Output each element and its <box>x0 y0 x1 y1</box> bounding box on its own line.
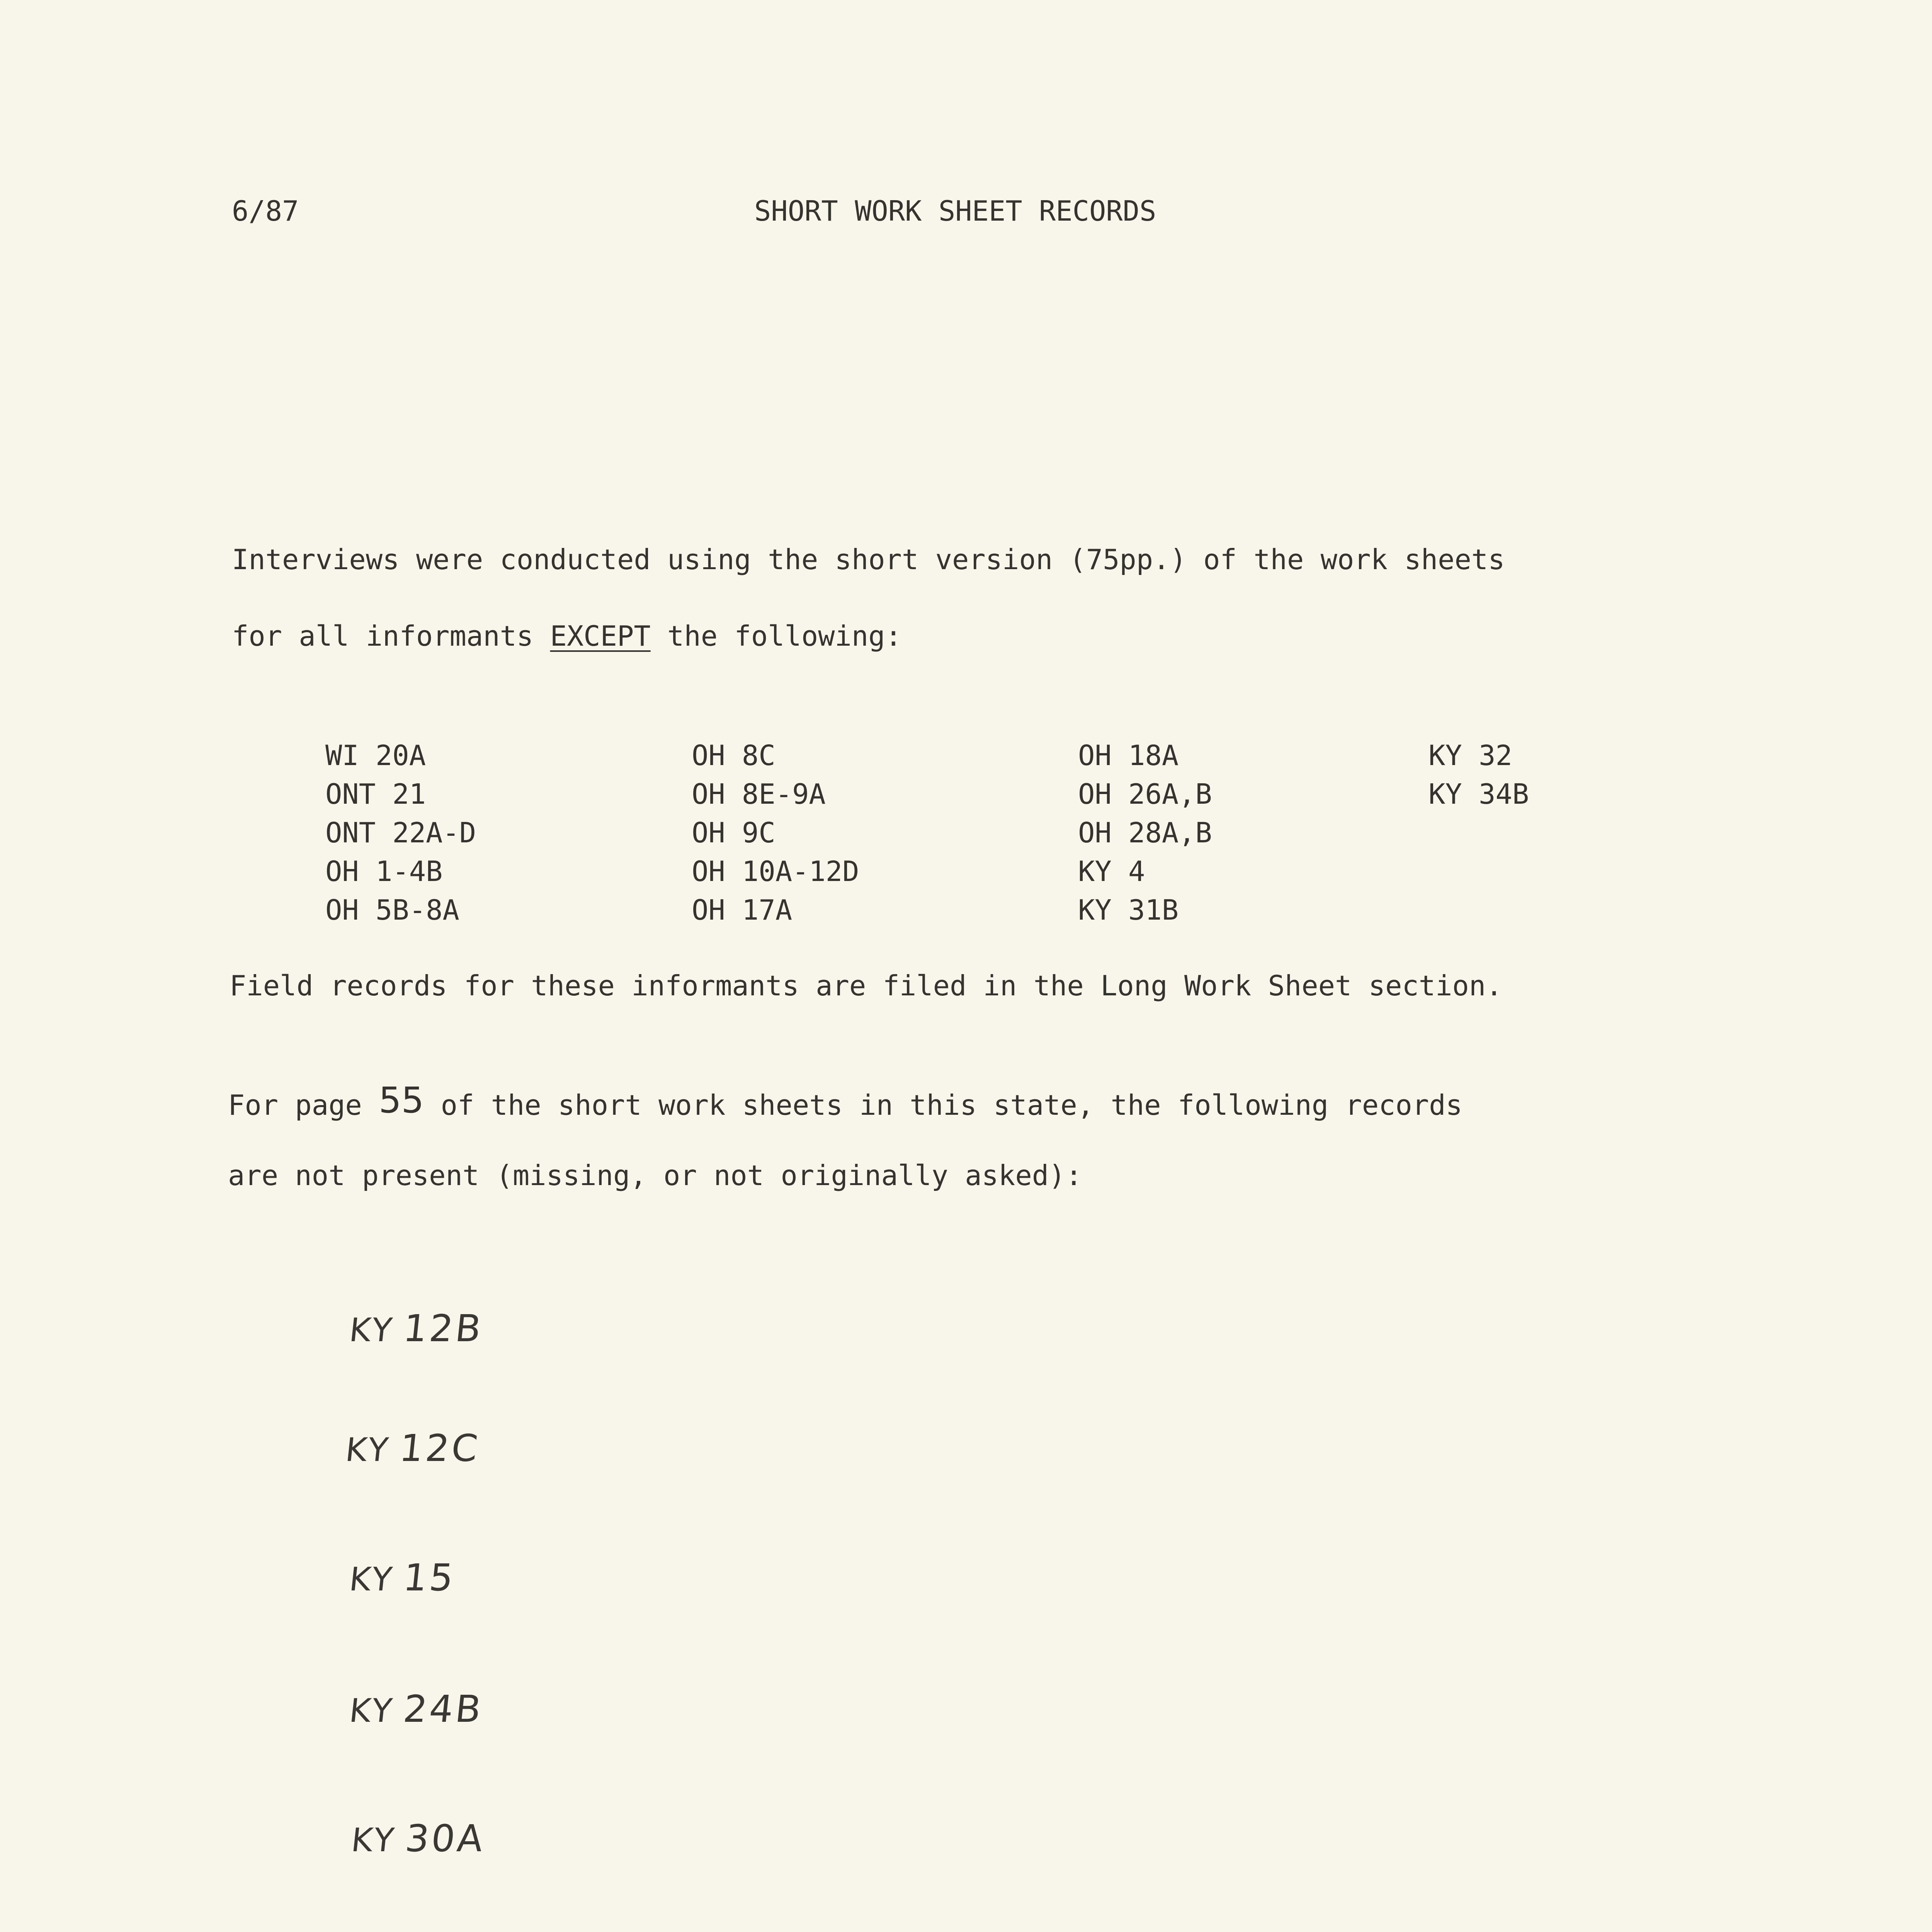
record-id: 12C <box>397 1427 482 1470</box>
record-id: 12B <box>401 1307 486 1350</box>
list-item: OH 9C <box>692 816 776 849</box>
list-item: ONT 21 <box>325 778 426 810</box>
list-item: OH 8E-9A <box>692 778 826 810</box>
exceptions-column-2 <box>692 736 859 929</box>
intro-line-2 <box>232 622 902 650</box>
list-item: KY 34B <box>1429 778 1529 810</box>
missing-intro-line-1 <box>228 1080 1463 1121</box>
list-item: KY 32 <box>1429 739 1512 772</box>
missing-record-3 <box>347 1556 458 1599</box>
missing-record-5 <box>349 1817 488 1860</box>
record-state: KY <box>349 1821 398 1859</box>
exceptions-column-4 <box>1429 736 1529 813</box>
intro-line-2-post: the following: <box>650 620 902 652</box>
missing-record-1 <box>347 1307 486 1350</box>
list-item: OH 26A,B <box>1078 778 1212 810</box>
except-emphasis: EXCEPT <box>550 620 651 652</box>
record-state: KY <box>344 1431 393 1469</box>
list-item: ONT 22A-D <box>325 816 476 849</box>
record-state: KY <box>347 1692 396 1730</box>
list-item: OH 10A-12D <box>692 855 859 888</box>
handwritten-page-number: 55 <box>379 1080 424 1121</box>
missing-intro-post: of the short work sheets in this state, the following records <box>424 1089 1463 1121</box>
missing-record-2 <box>344 1427 482 1470</box>
missing-intro-pre: For page <box>228 1089 379 1121</box>
intro-line-2-pre: for all informants <box>232 620 550 652</box>
list-item: OH 17A <box>692 894 793 926</box>
exceptions-column-3 <box>1078 736 1212 929</box>
list-item: OH 28A,B <box>1078 816 1212 849</box>
list-item: WI 20A <box>325 739 426 772</box>
record-id: 30A <box>403 1817 488 1860</box>
list-item: OH 18A <box>1078 739 1179 772</box>
intro-line-1: Interviews were conducted using the short version (75pp.) of the work sheets <box>232 543 1505 576</box>
record-state: KY <box>347 1311 396 1349</box>
list-item: OH 8C <box>692 739 776 772</box>
record-id: 24B <box>401 1687 486 1731</box>
header-date: 6/87 <box>232 195 299 227</box>
record-state: KY <box>347 1560 396 1598</box>
list-item: OH 1-4B <box>325 855 443 888</box>
list-item: OH 5B-8A <box>325 894 459 926</box>
record-id: 15 <box>401 1556 458 1599</box>
missing-record-4 <box>347 1687 486 1731</box>
list-item: KY 4 <box>1078 855 1145 888</box>
exceptions-column-1 <box>325 736 476 929</box>
list-item: KY 31B <box>1078 894 1179 926</box>
page-title: SHORT WORK SHEET RECORDS <box>754 195 1156 227</box>
field-records-note: Field records for these informants are filed in the Long Work Sheet section. <box>230 969 1503 1002</box>
missing-intro-line-2: are not present (missing, or not originally asked): <box>228 1159 1082 1192</box>
